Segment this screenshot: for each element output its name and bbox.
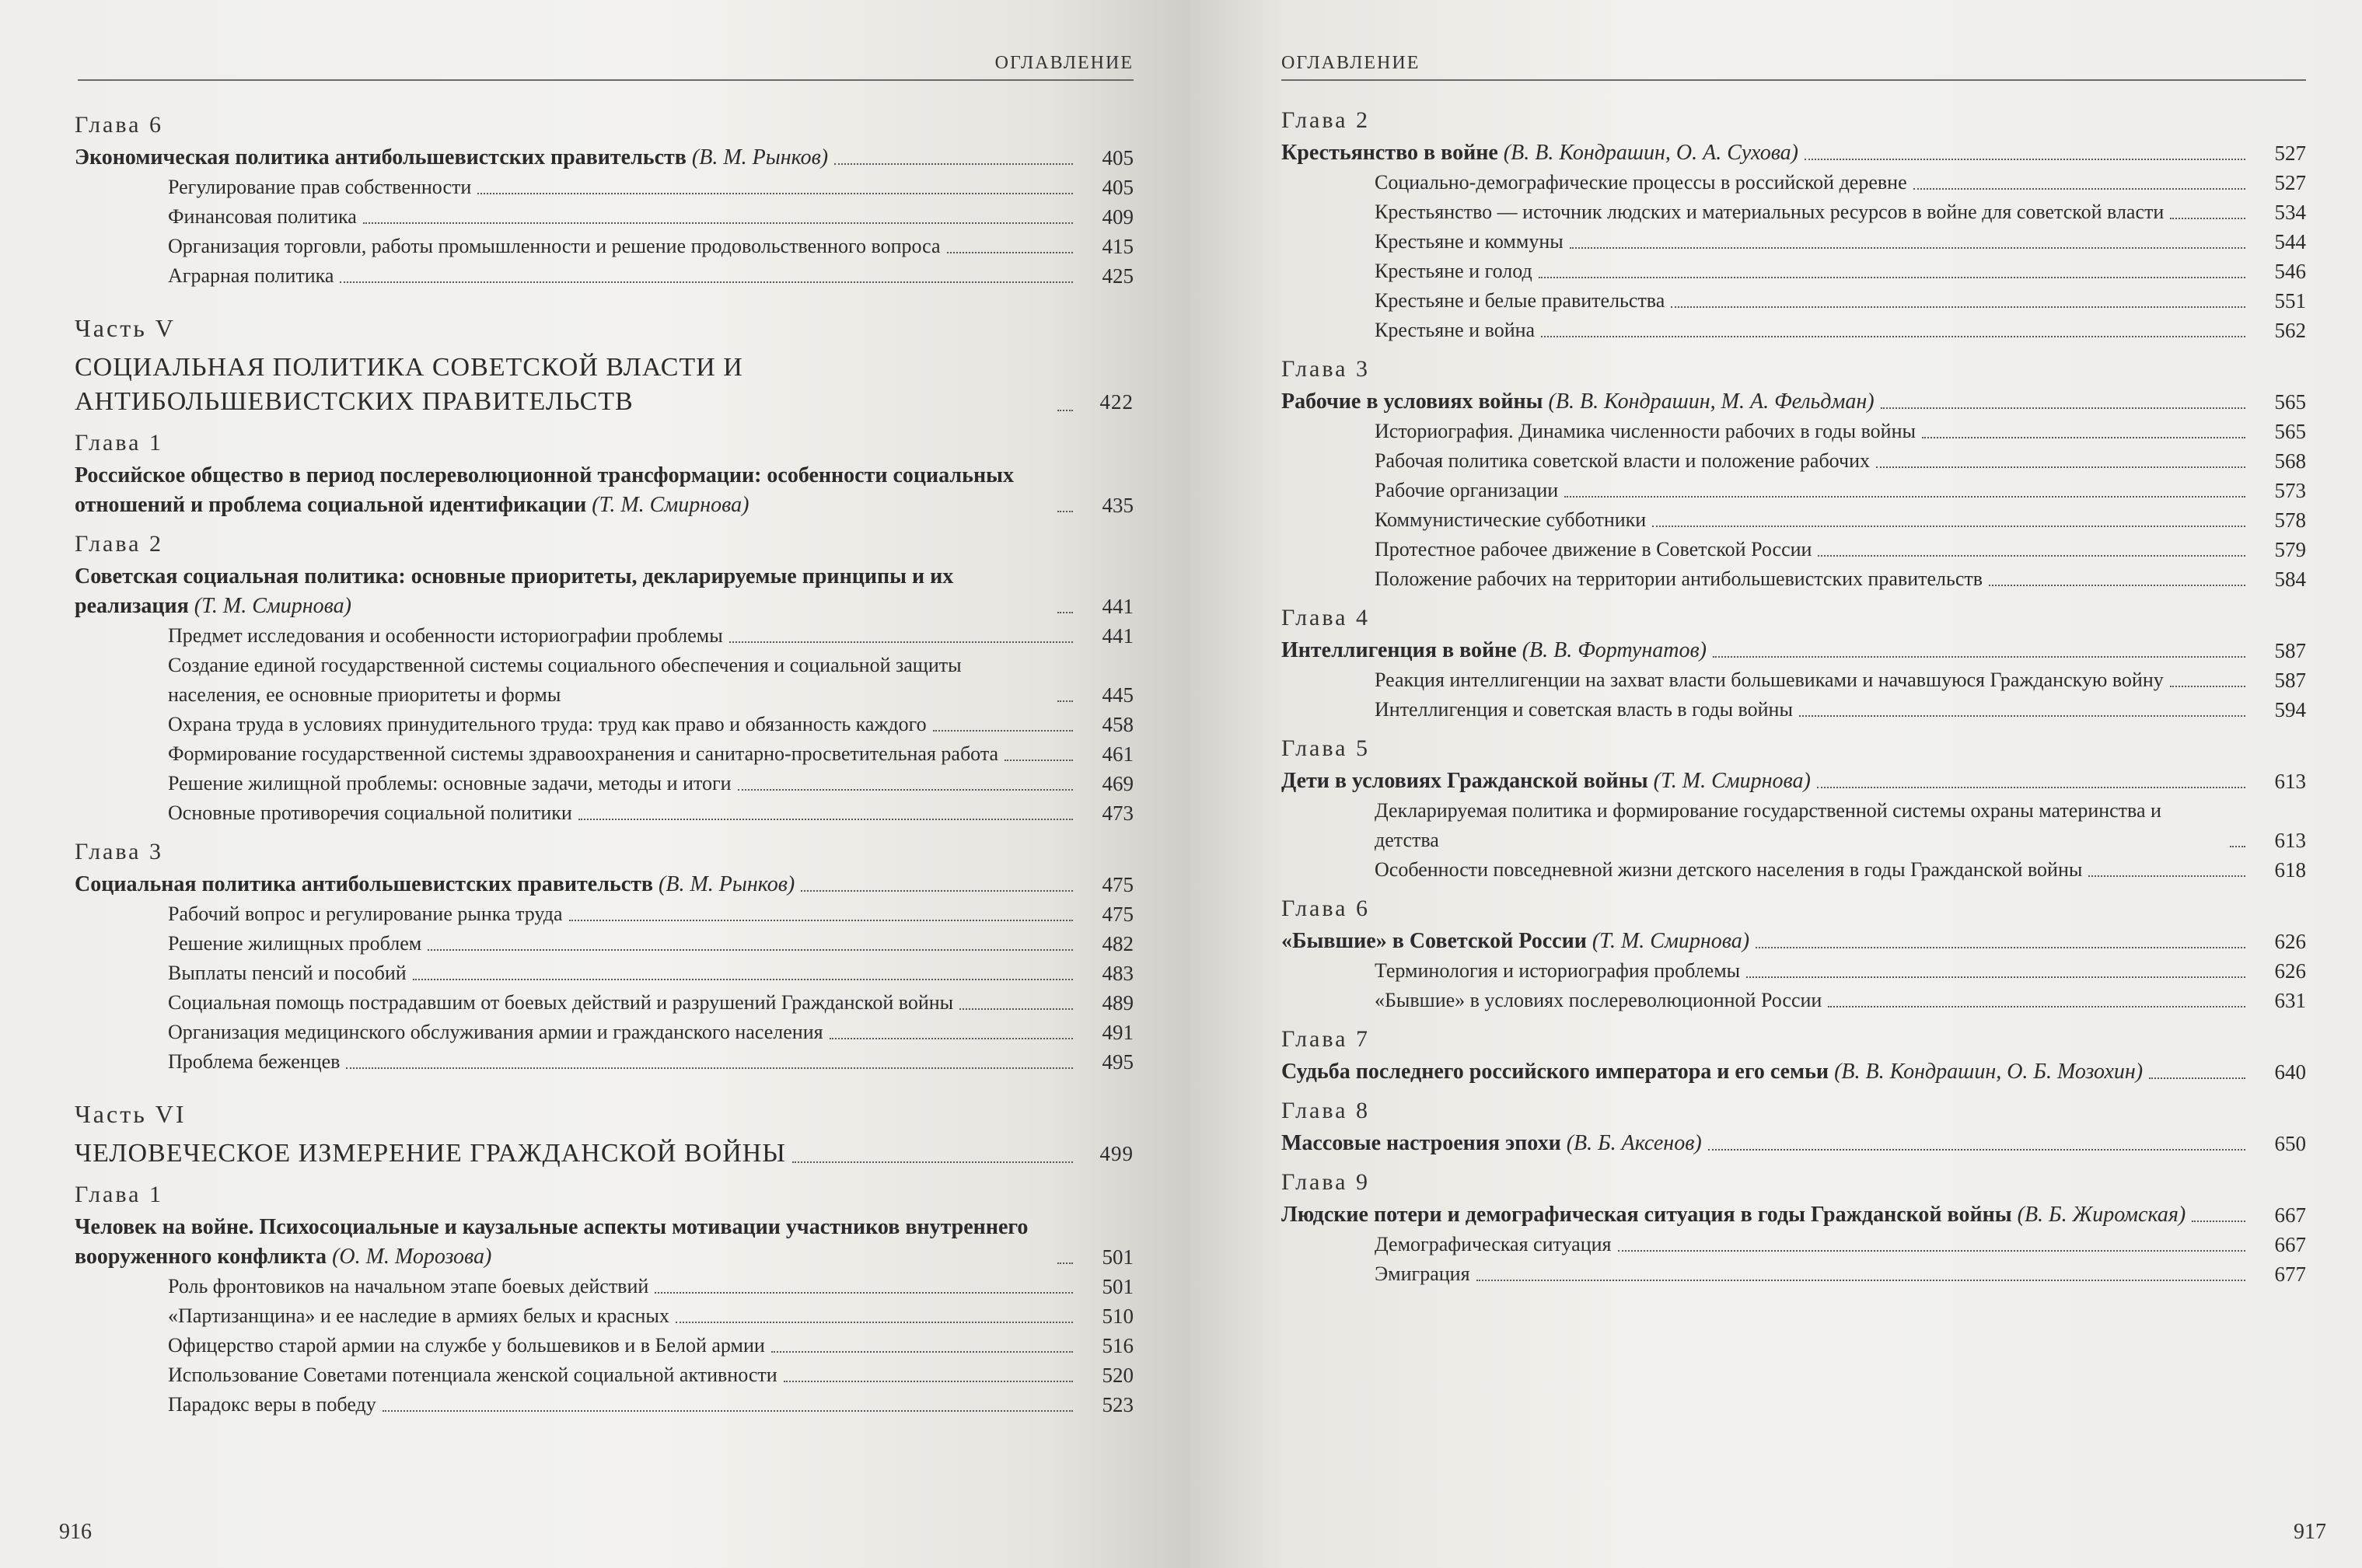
dot-leader bbox=[1876, 466, 2245, 468]
entry-author: (Т. М. Смирнова) bbox=[1653, 769, 1811, 793]
entry-page-number: 458 bbox=[1102, 713, 1134, 736]
entry-page-number: 483 bbox=[1102, 962, 1134, 985]
toc-subentry bbox=[1281, 564, 2306, 594]
chapter-title-entry bbox=[1281, 1129, 2306, 1158]
entry-page-number: 491 bbox=[1102, 1021, 1134, 1044]
dot-leader bbox=[2192, 1221, 2245, 1222]
toc-subentry bbox=[75, 739, 1134, 769]
entry-text: Судьба последнего российского императора и его семьи bbox=[1281, 1060, 1829, 1084]
entry-author: (Т. М. Смирнова) bbox=[1592, 929, 1750, 953]
entry-page-number: 482 bbox=[1102, 932, 1134, 955]
toc-content bbox=[75, 101, 1134, 1420]
toc-subentry bbox=[1281, 986, 2306, 1015]
dot-leader bbox=[383, 1410, 1073, 1412]
entry-text: ЧЕЛОВЕЧЕСКОЕ ИЗМЕРЕНИЕ ГРАЖДАНСКОЙ ВОЙНЫ bbox=[75, 1139, 786, 1168]
entry-page-number: 461 bbox=[1102, 742, 1134, 766]
entry-text: Крестьяне и голод bbox=[1375, 260, 1532, 282]
toc-subentry bbox=[1281, 956, 2306, 986]
dot-leader bbox=[947, 252, 1073, 253]
dot-leader bbox=[569, 920, 1074, 921]
entry-page-number: 587 bbox=[2274, 669, 2306, 692]
chapter-label: Глава 7 bbox=[1281, 1026, 1370, 1052]
toc-subentry bbox=[1281, 227, 2306, 257]
dot-leader bbox=[1817, 787, 2245, 788]
dot-leader bbox=[2170, 686, 2245, 687]
chapter-title-entry bbox=[75, 461, 1134, 520]
dot-leader bbox=[1057, 511, 1073, 512]
entry-page-number: 565 bbox=[2274, 390, 2306, 414]
dot-leader bbox=[346, 1067, 1073, 1069]
dot-leader bbox=[340, 281, 1073, 283]
entry-text: Крестьянство в войне bbox=[1281, 141, 1498, 165]
header-rule bbox=[78, 79, 1134, 81]
entry-page-number: 631 bbox=[2274, 989, 2306, 1012]
entry-text: Крестьяне и война bbox=[1375, 319, 1536, 341]
entry-page-number: 626 bbox=[2274, 930, 2306, 953]
chapter-title-entry bbox=[1281, 636, 2306, 665]
entry-author: (Т. М. Смирнова) bbox=[194, 594, 351, 618]
entry-author: (В. М. Рынков) bbox=[691, 145, 829, 169]
chapter-label: Глава 6 bbox=[1281, 896, 1370, 921]
entry-page-number: 501 bbox=[1102, 1245, 1134, 1269]
entry-text: Декларируемая политика и формирование государственной системы охраны материнства и детства bbox=[1375, 799, 2161, 851]
dot-leader bbox=[738, 789, 1073, 791]
toc-subentry bbox=[1281, 695, 2306, 725]
entry-page-number: 587 bbox=[2274, 639, 2306, 662]
toc-subentry bbox=[1281, 855, 2306, 885]
chapter-label: Глава 3 bbox=[1281, 356, 1370, 382]
entry-page-number: 435 bbox=[1102, 494, 1134, 517]
part-title-entry bbox=[75, 351, 1134, 419]
toc-subentry bbox=[1281, 505, 2306, 535]
entry-page-number: 594 bbox=[2274, 698, 2306, 721]
entry-page-number: 441 bbox=[1102, 624, 1134, 648]
entry-text: «Бывшие» в условиях послереволюционной России bbox=[1375, 989, 1822, 1011]
entry-text: Российское общество в период послереволюционной трансформации: особенности социальных отношений и проблема социальной идентификации bbox=[75, 463, 1014, 517]
chapter-label: Глава 5 bbox=[1281, 735, 1370, 761]
toc-subentry bbox=[75, 621, 1134, 651]
chapter-title-entry bbox=[75, 870, 1134, 899]
dot-leader bbox=[1756, 947, 2245, 948]
chapter-label: Глава 2 bbox=[75, 531, 163, 557]
entry-page-number: 469 bbox=[1102, 772, 1134, 795]
dot-leader bbox=[1564, 496, 2245, 498]
entry-text: Роль фронтовиков на начальном этапе боевых действий bbox=[168, 1275, 649, 1297]
entry-text: Рабочие в условиях войны bbox=[1281, 389, 1543, 414]
chapter-title-entry bbox=[1281, 767, 2306, 796]
entry-text: Крестьянство — источник людских и материальных ресурсов в войне для советской власти bbox=[1375, 201, 2165, 223]
toc-subentry bbox=[75, 651, 1134, 710]
toc-subentry bbox=[75, 1018, 1134, 1047]
chapter-title-entry bbox=[75, 1213, 1134, 1272]
entry-text: Решение жилищных проблем bbox=[168, 932, 422, 955]
entry-text: Рабочий вопрос и регулирование рынка труда bbox=[168, 903, 563, 925]
entry-text: Дети в условиях Гражданской войны bbox=[1281, 769, 1648, 793]
dot-leader bbox=[1539, 277, 2245, 278]
entry-page-number: 667 bbox=[2274, 1233, 2306, 1256]
dot-leader bbox=[1541, 336, 2245, 337]
toc-subentry bbox=[75, 1047, 1134, 1077]
dot-leader bbox=[1618, 1250, 2245, 1252]
dot-leader bbox=[1799, 715, 2245, 717]
entry-page-number: 626 bbox=[2274, 959, 2306, 983]
dot-leader bbox=[1989, 585, 2245, 586]
entry-text: «Партизанщина» и ее наследие в армиях белых и красных bbox=[168, 1304, 669, 1327]
dot-leader bbox=[1671, 306, 2245, 308]
dot-leader bbox=[771, 1351, 1073, 1353]
entry-author: (Т. М. Смирнова) bbox=[592, 493, 749, 517]
entry-page-number: 409 bbox=[1102, 205, 1134, 229]
entry-text: Рабочая политика советской власти и положение рабочих bbox=[1375, 449, 1870, 472]
dot-leader bbox=[655, 1292, 1073, 1294]
dot-leader bbox=[1652, 526, 2245, 527]
dot-leader bbox=[1057, 1262, 1073, 1264]
chapter-label: Глава 2 bbox=[1281, 107, 1370, 133]
dot-leader bbox=[2170, 218, 2245, 219]
entry-text: Формирование государственной системы здравоохранения и санитарно-просветительная работа bbox=[168, 742, 999, 765]
entry-text: Парадокс веры в победу bbox=[168, 1393, 376, 1416]
entry-author: (В. В. Кондрашин, М. А. Фельдман) bbox=[1548, 389, 1875, 414]
entry-page-number: 579 bbox=[2274, 538, 2306, 561]
entry-text: «Бывшие» в Советской России bbox=[1281, 929, 1587, 953]
entry-page-number: 613 bbox=[2274, 770, 2306, 793]
toc-content bbox=[1281, 96, 2306, 1289]
entry-page-number: 527 bbox=[2274, 141, 2306, 165]
entry-page-number: 568 bbox=[2274, 449, 2306, 473]
dot-leader bbox=[1057, 410, 1073, 411]
toc-subentry bbox=[75, 1331, 1134, 1360]
entry-text: Финансовая политика bbox=[168, 205, 357, 228]
header-rule bbox=[1281, 79, 2306, 81]
dot-leader bbox=[1922, 437, 2245, 438]
entry-page-number: 613 bbox=[2274, 829, 2306, 852]
toc-subentry bbox=[1281, 665, 2306, 695]
chapter-title-entry bbox=[1281, 1057, 2306, 1087]
entry-text: Людские потери и демографическая ситуация в годы Гражданской войны bbox=[1281, 1203, 2012, 1227]
dot-leader bbox=[784, 1381, 1073, 1382]
entry-text: Советская социальная политика: основные приоритеты, декларируемые принципы и их реализация bbox=[75, 564, 954, 618]
entry-text: Крестьяне и белые правительства bbox=[1375, 289, 1665, 312]
entry-page-number: 562 bbox=[2274, 319, 2306, 342]
chapter-label: Глава 1 bbox=[75, 1182, 163, 1207]
dot-leader bbox=[428, 949, 1073, 951]
toc-subentry bbox=[1281, 168, 2306, 197]
entry-page-number: 405 bbox=[1102, 146, 1134, 169]
dot-leader bbox=[1746, 976, 2245, 978]
entry-page-number: 516 bbox=[1102, 1334, 1134, 1357]
entry-page-number: 520 bbox=[1102, 1364, 1134, 1387]
dot-leader bbox=[1057, 612, 1073, 613]
dot-leader bbox=[834, 163, 1073, 165]
entry-text: Офицерство старой армии на службе у большевиков и в Белой армии bbox=[168, 1334, 765, 1357]
entry-page-number: 489 bbox=[1102, 991, 1134, 1014]
entry-text: Интеллигенция в войне bbox=[1281, 638, 1517, 662]
part-label: Часть VI bbox=[75, 1100, 187, 1128]
dot-leader bbox=[830, 1038, 1073, 1039]
entry-page-number: 475 bbox=[1102, 873, 1134, 896]
entry-text: Социальная помощь пострадавшим от боевых действий и разрушений Гражданской войны bbox=[168, 991, 954, 1014]
entry-text: Интеллигенция и советская власть в годы войны bbox=[1375, 698, 1793, 721]
entry-author: (О. М. Морозова) bbox=[332, 1245, 492, 1269]
chapter-label: Глава 3 bbox=[75, 839, 163, 864]
running-header: ОГЛАВЛЕНИЕ bbox=[1281, 53, 1420, 73]
entry-text: Положение рабочих на территории антибольшевистских правительств bbox=[1375, 567, 1983, 590]
entry-author: (В. В. Фортунатов) bbox=[1522, 638, 1707, 662]
dot-leader bbox=[1057, 700, 1073, 702]
entry-page-number: 677 bbox=[2274, 1262, 2306, 1286]
dot-leader bbox=[1708, 1149, 2245, 1151]
entry-page-number: 534 bbox=[2274, 201, 2306, 224]
entry-page-number: 640 bbox=[2274, 1060, 2306, 1084]
dot-leader bbox=[1570, 247, 2245, 249]
entry-page-number: 405 bbox=[1102, 176, 1134, 199]
dot-leader bbox=[1913, 188, 2245, 190]
entry-page-number: 425 bbox=[1102, 264, 1134, 288]
entry-page-number: 499 bbox=[1099, 1142, 1134, 1165]
entry-author: (В. Б. Аксенов) bbox=[1566, 1131, 1702, 1155]
toc-subentry bbox=[75, 929, 1134, 959]
dot-leader bbox=[801, 890, 1073, 892]
toc-subentry bbox=[75, 1360, 1134, 1390]
entry-text: Человек на войне. Психосоциальные и каузальные аспекты мотивации участников внутреннего вооруженного конфликта bbox=[75, 1215, 1029, 1269]
dot-leader bbox=[1805, 159, 2245, 160]
dot-leader bbox=[1005, 760, 1073, 761]
entry-text: Массовые настроения эпохи bbox=[1281, 1131, 1561, 1155]
entry-page-number: 667 bbox=[2274, 1203, 2306, 1227]
page-number: 916 bbox=[59, 1520, 92, 1544]
entry-page-number: 584 bbox=[2274, 567, 2306, 591]
toc-subentry bbox=[1281, 1230, 2306, 1259]
entry-page-number: 551 bbox=[2274, 289, 2306, 313]
entry-page-number: 578 bbox=[2274, 508, 2306, 532]
dot-leader bbox=[363, 222, 1073, 224]
dot-leader bbox=[413, 979, 1073, 980]
toc-subentry bbox=[75, 988, 1134, 1018]
toc-subentry bbox=[1281, 796, 2306, 855]
toc-subentry bbox=[75, 899, 1134, 929]
chapter-title-entry bbox=[1281, 1200, 2306, 1230]
chapter-label: Глава 8 bbox=[1281, 1098, 1370, 1123]
toc-subentry bbox=[75, 1301, 1134, 1331]
toc-subentry bbox=[1281, 257, 2306, 286]
toc-subentry bbox=[1281, 316, 2306, 345]
toc-subentry bbox=[75, 798, 1134, 828]
dot-leader bbox=[1476, 1280, 2245, 1281]
toc-subentry bbox=[75, 710, 1134, 739]
toc-subentry bbox=[75, 202, 1134, 232]
entry-text: Аграрная политика bbox=[168, 264, 334, 287]
entry-page-number: 573 bbox=[2274, 479, 2306, 502]
chapter-label: Глава 6 bbox=[75, 112, 163, 138]
entry-text: Реакция интеллигенции на захват власти большевиками и начавшуюся Гражданскую войну bbox=[1375, 669, 2164, 691]
dot-leader bbox=[1828, 1006, 2245, 1008]
page-number: 917 bbox=[2294, 1520, 2326, 1544]
part-title-entry bbox=[75, 1137, 1134, 1171]
entry-text: Организация торговли, работы промышленности и решение продовольственного вопроса bbox=[168, 235, 941, 257]
entry-author: (В. В. Кондрашин, О. А. Сухова) bbox=[1503, 141, 1798, 165]
chapter-label: Глава 1 bbox=[75, 430, 163, 456]
entry-page-number: 475 bbox=[1102, 903, 1134, 926]
entry-text: Коммунистические субботники bbox=[1375, 508, 1647, 531]
entry-text: Решение жилищной проблемы: основные задачи, методы и итоги bbox=[168, 772, 732, 794]
entry-page-number: 501 bbox=[1102, 1275, 1134, 1298]
entry-text: Предмет исследования и особенности историографии проблемы bbox=[168, 624, 723, 647]
entry-page-number: 441 bbox=[1102, 595, 1134, 618]
entry-text: Регулирование прав собственности bbox=[168, 176, 472, 198]
entry-author: (В. В. Кондрашин, О. Б. Мозохин) bbox=[1834, 1060, 2144, 1084]
entry-page-number: 527 bbox=[2274, 171, 2306, 194]
entry-text: Терминология и историография проблемы bbox=[1375, 959, 1741, 982]
chapter-title-entry bbox=[1281, 927, 2306, 956]
toc-subentry bbox=[75, 959, 1134, 988]
entry-page-number: 510 bbox=[1102, 1304, 1134, 1328]
entry-text: Демографическая ситуация bbox=[1375, 1233, 1612, 1255]
dot-leader bbox=[676, 1322, 1073, 1323]
entry-author: (В. М. Рынков) bbox=[659, 872, 795, 896]
toc-subentry bbox=[75, 232, 1134, 261]
entry-text: Организация медицинского обслуживания армии и гражданского населения bbox=[168, 1021, 823, 1043]
entry-text: Историография. Динамика численности рабочих в годы войны bbox=[1375, 420, 1916, 442]
toc-subentry bbox=[1281, 417, 2306, 446]
entry-page-number: 445 bbox=[1102, 683, 1134, 707]
entry-page-number: 546 bbox=[2274, 260, 2306, 283]
toc-subentry bbox=[1281, 476, 2306, 505]
toc-subentry bbox=[75, 769, 1134, 798]
right-page bbox=[1190, 0, 2362, 1568]
toc-subentry bbox=[75, 261, 1134, 291]
entry-page-number: 618 bbox=[2274, 858, 2306, 882]
entry-page-number: 523 bbox=[1102, 1393, 1134, 1416]
toc-subentry bbox=[1281, 286, 2306, 316]
entry-text: Использование Советами потенциала женской социальной активности bbox=[168, 1364, 777, 1386]
dot-leader bbox=[2088, 875, 2245, 877]
dot-leader bbox=[2149, 1077, 2245, 1079]
toc-subentry bbox=[1281, 1259, 2306, 1289]
entry-text: Крестьяне и коммуны bbox=[1375, 230, 1564, 253]
entry-text: Выплаты пенсий и пособий bbox=[168, 962, 407, 984]
dot-leader bbox=[1881, 407, 2245, 409]
entry-page-number: 473 bbox=[1102, 801, 1134, 825]
entry-text: СОЦИАЛЬНАЯ ПОЛИТИКА СОВЕТСКОЙ ВЛАСТИ И АНТИБОЛЬШЕВИСТСКИХ ПРАВИТЕЛЬСТВ bbox=[75, 353, 743, 416]
entry-text: Социально-демографические процессы в российской деревне bbox=[1375, 171, 1907, 194]
dot-leader bbox=[1713, 656, 2245, 658]
running-header: ОГЛАВЛЕНИЕ bbox=[994, 53, 1134, 73]
entry-text: Рабочие организации bbox=[1375, 479, 1559, 501]
toc-subentry bbox=[75, 173, 1134, 202]
entry-text: Охрана труда в условиях принудительного труда: труд как право и обязанность каждого bbox=[168, 713, 927, 735]
part-label: Часть V bbox=[75, 314, 176, 342]
entry-text: Создание единой государственной системы социального обеспечения и социальной защиты населения, ее основные приоритеты и формы bbox=[168, 654, 962, 706]
chapter-label: Глава 9 bbox=[1281, 1169, 1370, 1195]
dot-leader bbox=[959, 1008, 1073, 1010]
toc-subentry bbox=[1281, 197, 2306, 227]
entry-text: Особенности повседневной жизни детского населения в годы Гражданской войны bbox=[1375, 858, 2083, 881]
dot-leader bbox=[729, 641, 1073, 643]
chapter-title-entry bbox=[75, 143, 1134, 173]
entry-page-number: 565 bbox=[2274, 420, 2306, 443]
entry-text: Эмиграция bbox=[1375, 1262, 1470, 1285]
dot-leader bbox=[2230, 846, 2245, 847]
chapter-label: Глава 4 bbox=[1281, 605, 1370, 630]
dot-leader bbox=[477, 193, 1073, 194]
toc-subentry bbox=[1281, 446, 2306, 476]
entry-text: Социальная политика антибольшевистских правительств bbox=[75, 872, 654, 896]
chapter-title-entry bbox=[1281, 138, 2306, 168]
entry-page-number: 544 bbox=[2274, 230, 2306, 253]
dot-leader bbox=[1818, 555, 2245, 557]
toc-subentry bbox=[1281, 535, 2306, 564]
chapter-title-entry bbox=[75, 562, 1134, 621]
entry-page-number: 415 bbox=[1102, 235, 1134, 258]
entry-text: Протестное рабочее движение в Советской России bbox=[1375, 538, 1812, 560]
entry-text: Проблема беженцев bbox=[168, 1050, 341, 1073]
entry-page-number: 495 bbox=[1102, 1050, 1134, 1074]
dot-leader bbox=[792, 1161, 1073, 1163]
entry-page-number: 422 bbox=[1099, 390, 1134, 414]
dot-leader bbox=[933, 730, 1073, 732]
entry-text: Экономическая политика антибольшевистских правительств bbox=[75, 145, 687, 169]
chapter-title-entry bbox=[1281, 387, 2306, 417]
entry-text: Основные противоречия социальной политики bbox=[168, 801, 572, 824]
dot-leader bbox=[578, 819, 1073, 820]
toc-subentry bbox=[75, 1390, 1134, 1420]
entry-author: (В. Б. Жиромская) bbox=[2017, 1203, 2186, 1227]
toc-subentry bbox=[75, 1272, 1134, 1301]
entry-page-number: 650 bbox=[2274, 1132, 2306, 1155]
